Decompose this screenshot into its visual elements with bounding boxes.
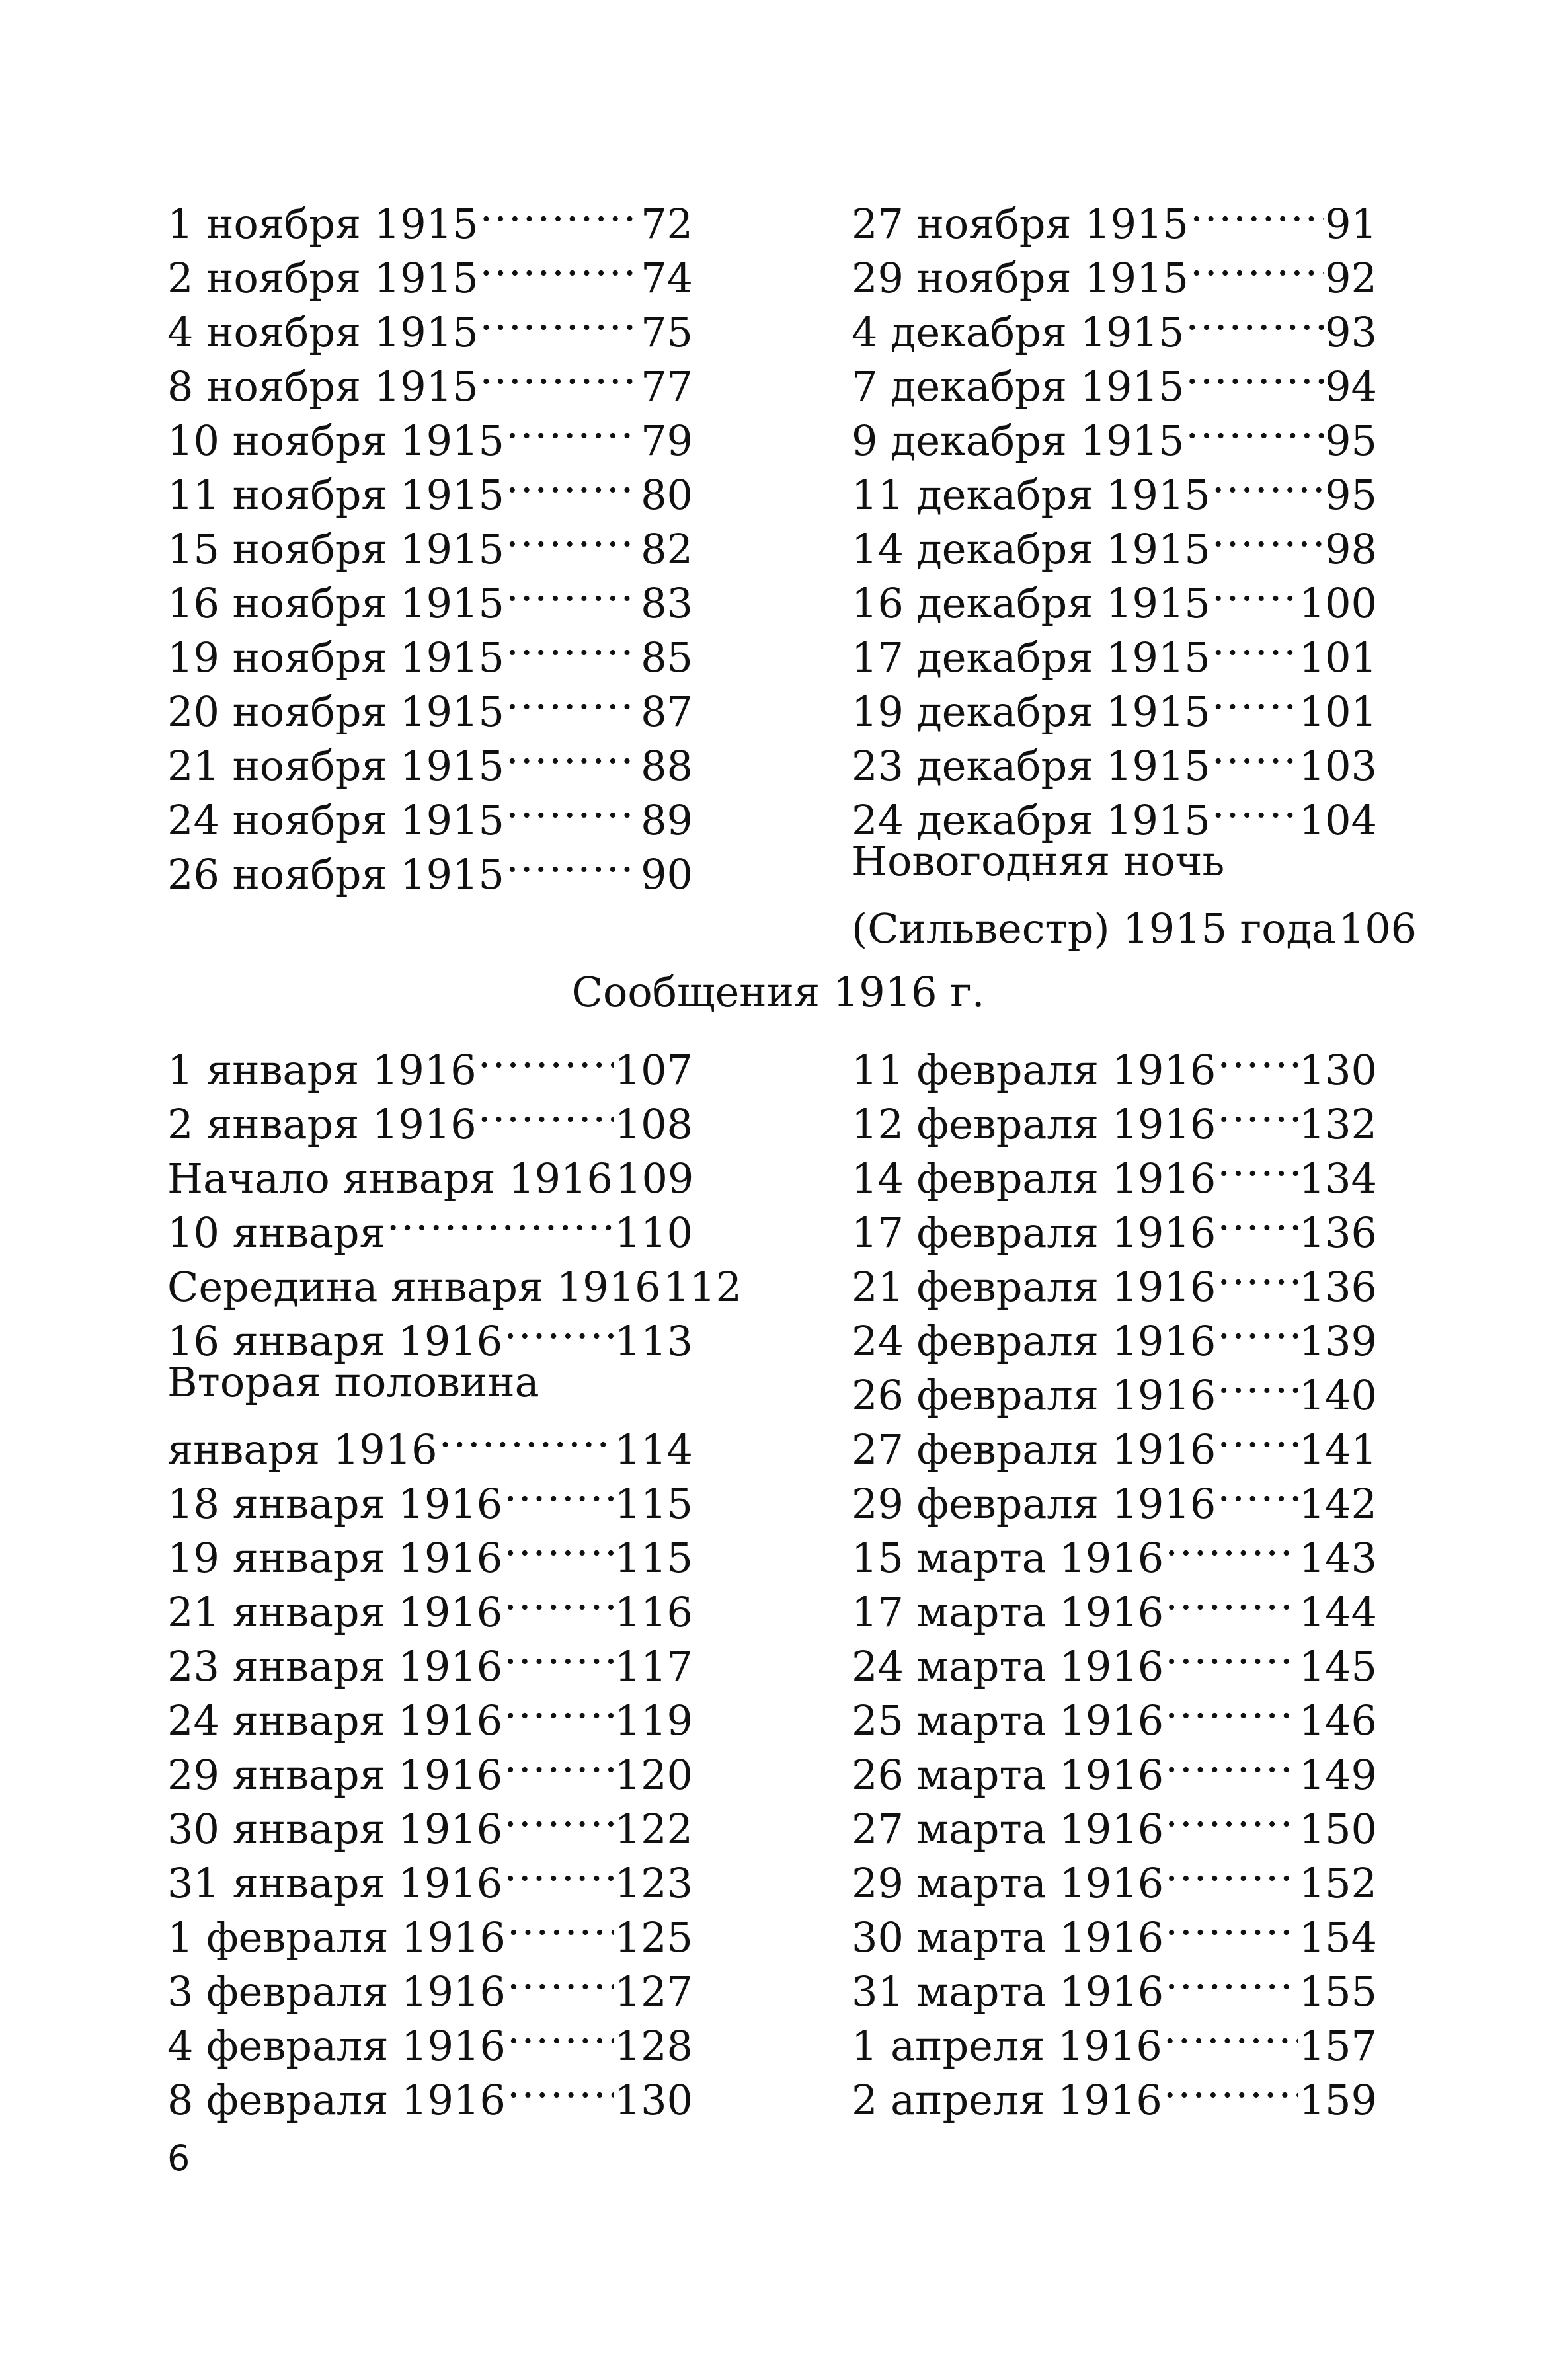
toc-entry-page: 139 xyxy=(1298,1317,1377,1365)
dot-leader xyxy=(1190,184,1324,238)
toc-entry-title: Начало января 1916 xyxy=(167,1154,614,1203)
toc-entry-title: 3 февраля 1916 xyxy=(167,1967,506,2016)
dot-leader xyxy=(506,617,639,672)
toc-entry[interactable] xyxy=(852,1030,1377,1094)
toc-entry-page: 136 xyxy=(1298,1209,1377,1257)
toc-entry-title: 31 марта 1916 xyxy=(852,1967,1164,2016)
toc-entry-page: 95 xyxy=(1325,416,1377,465)
toc-list xyxy=(167,1030,742,1365)
dot-leader xyxy=(1212,617,1298,672)
toc-entry-title: 14 декабря 1915 xyxy=(852,525,1210,573)
dot-leader xyxy=(1217,1193,1297,1247)
toc-entry-page: 122 xyxy=(614,1805,693,1853)
toc-entry-title: 24 ноября 1915 xyxy=(167,796,504,844)
toc-entry-page: 117 xyxy=(614,1642,693,1690)
dot-leader xyxy=(506,455,639,509)
toc-entry-page: 159 xyxy=(1298,2076,1377,2124)
page-number: 6 xyxy=(167,2137,190,2179)
toc-entry-title: 4 декабря 1915 xyxy=(852,308,1185,356)
toc-entry-page: 74 xyxy=(641,254,693,302)
toc-entry-page: 94 xyxy=(1325,362,1377,411)
toc-entry-title: января 1916 xyxy=(167,1425,438,1474)
dot-leader xyxy=(1217,1084,1297,1138)
toc-entry-title: 29 ноября 1915 xyxy=(852,254,1189,302)
section-heading xyxy=(0,965,1547,1019)
toc-entry-title: 24 марта 1916 xyxy=(852,1642,1164,1690)
toc-entry-title: 26 ноября 1915 xyxy=(167,850,504,898)
toc-entry-page: 140 xyxy=(1298,1371,1377,1419)
dot-leader xyxy=(1217,1247,1297,1301)
toc-entry-page: 128 xyxy=(614,2022,693,2070)
dot-leader xyxy=(1212,455,1324,509)
toc-entry-title: 30 января 1916 xyxy=(167,1805,503,1853)
toc-entry[interactable] xyxy=(852,889,1417,953)
dot-leader xyxy=(506,726,639,780)
toc-entry-title: 1 ноября 1915 xyxy=(167,200,479,248)
toc-entry-page: 155 xyxy=(1298,1967,1377,2016)
toc-entry-title: 29 февраля 1916 xyxy=(852,1480,1216,1528)
toc-column-1916-right xyxy=(852,1030,1377,2124)
toc-entry-title: 27 февраля 1916 xyxy=(852,1425,1216,1474)
dot-leader xyxy=(504,1464,613,1518)
toc-entry-title: 24 января 1916 xyxy=(167,1696,503,1745)
toc-entry-title: 16 ноября 1915 xyxy=(167,579,504,627)
toc-entry[interactable] xyxy=(167,1030,693,1094)
toc-entry-page: 101 xyxy=(1298,688,1377,736)
toc-entry-page: 144 xyxy=(1298,1588,1377,1636)
toc-entry-page: 152 xyxy=(1298,1859,1377,1907)
toc-entry-page: 150 xyxy=(1298,1805,1377,1853)
toc-entry-page: 149 xyxy=(1298,1751,1377,1799)
toc-entry-title: 12 февраля 1916 xyxy=(852,1100,1216,1148)
toc-entry-title: 19 ноября 1915 xyxy=(167,633,504,682)
dot-leader xyxy=(504,1789,613,1843)
toc-entry-title: 17 марта 1916 xyxy=(852,1588,1164,1636)
toc-entry-title: 11 февраля 1916 xyxy=(852,1046,1216,1094)
dot-leader xyxy=(480,238,640,292)
toc-entry-page: 125 xyxy=(614,1913,693,1962)
dot-leader xyxy=(1212,563,1298,617)
toc-entry-title: 29 марта 1916 xyxy=(852,1859,1164,1907)
toc-entry-title: 11 ноября 1915 xyxy=(167,471,504,519)
dot-leader xyxy=(1165,1897,1297,1952)
toc-entry-page: 107 xyxy=(614,1046,693,1094)
dot-leader xyxy=(1212,780,1298,834)
toc-entry-title: 2 января 1916 xyxy=(167,1100,477,1148)
dot-leader xyxy=(387,1193,614,1247)
toc-entry-title: Вторая половина xyxy=(167,1358,539,1406)
toc-entry-page: 136 xyxy=(1298,1263,1377,1311)
toc-entry-page: 113 xyxy=(614,1317,693,1365)
dot-leader xyxy=(1165,1952,1297,2006)
toc-entry-title: 10 января xyxy=(167,1209,385,1257)
toc-entry-page: 92 xyxy=(1325,254,1377,302)
toc-entry-page: 89 xyxy=(641,796,693,844)
dot-leader xyxy=(1217,1138,1297,1193)
toc-entry-page: 146 xyxy=(1298,1696,1377,1745)
toc-entry-page: 157 xyxy=(1298,2022,1377,2070)
toc-entry-page: 101 xyxy=(1298,633,1377,682)
toc-entry-page: 112 xyxy=(663,1263,742,1311)
toc-entry-page: 154 xyxy=(1298,1913,1377,1962)
toc-entry-page: 93 xyxy=(1325,308,1377,356)
dot-leader xyxy=(504,1681,613,1735)
toc-entry-title: 8 ноября 1915 xyxy=(167,362,479,411)
toc-entry-title: 7 декабря 1915 xyxy=(852,362,1185,411)
dot-leader xyxy=(1212,509,1324,563)
toc-entry-page: 90 xyxy=(641,850,693,898)
toc-entry-title: 20 ноября 1915 xyxy=(167,688,504,736)
dot-leader xyxy=(507,2006,614,2060)
toc-entry-page: 115 xyxy=(614,1534,693,1582)
toc-column-1916-left xyxy=(167,1030,742,2124)
dot-leader xyxy=(1185,346,1324,401)
toc-column-1915-left xyxy=(167,184,693,898)
dot-leader xyxy=(1217,1030,1297,1084)
toc-entry-title: 25 марта 1916 xyxy=(852,1696,1164,1745)
toc-entry-page: 85 xyxy=(641,633,693,682)
dot-leader xyxy=(504,1843,613,1897)
toc-entry-page: 114 xyxy=(614,1425,693,1474)
toc-list xyxy=(852,184,1377,844)
dot-leader xyxy=(506,834,639,889)
dot-leader xyxy=(507,2060,614,2114)
dot-leader xyxy=(506,780,639,834)
dot-leader xyxy=(507,1952,614,2006)
toc-entry-title: 23 января 1916 xyxy=(167,1642,503,1690)
dot-leader xyxy=(478,1030,614,1084)
toc-entry-page: 116 xyxy=(614,1588,693,1636)
dot-leader xyxy=(1165,1681,1297,1735)
toc-entry-title: 18 января 1916 xyxy=(167,1480,503,1528)
toc-entry-page: 100 xyxy=(1298,579,1377,627)
dot-leader xyxy=(506,672,639,726)
toc-entry-page: 130 xyxy=(614,2076,693,2124)
toc-entry-page: 142 xyxy=(1298,1480,1377,1528)
toc-entry-page: 134 xyxy=(1298,1154,1377,1203)
toc-entry-title: 9 декабря 1915 xyxy=(852,416,1185,465)
toc-entry-title: 1 апреля 1916 xyxy=(852,2022,1162,2070)
toc-column-1915-right xyxy=(852,184,1417,953)
toc-entry-title: 24 февраля 1916 xyxy=(852,1317,1216,1365)
toc-entry-title: 4 ноября 1915 xyxy=(167,308,479,356)
toc-entry-page: 123 xyxy=(614,1859,693,1907)
dot-leader xyxy=(1165,1735,1297,1789)
dot-leader xyxy=(506,401,639,455)
toc-entry-page: 115 xyxy=(614,1480,693,1528)
dot-leader xyxy=(1212,726,1298,780)
toc-entry-title: 26 марта 1916 xyxy=(852,1751,1164,1799)
toc-entry-title: 17 февраля 1916 xyxy=(852,1209,1216,1257)
dot-leader xyxy=(1164,2060,1298,2114)
section-heading-text: Сообщения 1916 г. xyxy=(571,968,985,1016)
toc-entry-page: 72 xyxy=(641,200,693,248)
toc-entry[interactable] xyxy=(167,184,693,248)
toc-entry-title: 14 февраля 1916 xyxy=(852,1154,1216,1203)
toc-entry-title: 24 декабря 1915 xyxy=(852,796,1210,844)
toc-entry-title: 21 февраля 1916 xyxy=(852,1263,1216,1311)
toc-entry-page: 79 xyxy=(641,416,693,465)
dot-leader xyxy=(1185,292,1324,346)
toc-entry-title: 17 декабря 1915 xyxy=(852,633,1210,682)
toc-entry-title: 4 февраля 1916 xyxy=(167,2022,506,2070)
toc-list xyxy=(167,1464,693,2124)
toc-entry-title: Середина января 1916 xyxy=(167,1263,661,1311)
dot-leader xyxy=(504,1626,613,1681)
toc-entry-title: 31 января 1916 xyxy=(167,1859,503,1907)
toc-entry-title: 19 декабря 1915 xyxy=(852,688,1210,736)
toc-entry-title: 23 декабря 1915 xyxy=(852,742,1210,790)
toc-entry-page: 104 xyxy=(1298,796,1377,844)
toc-entry-title: 29 января 1916 xyxy=(167,1751,503,1799)
dot-leader xyxy=(1165,1789,1297,1843)
toc-entry-title: 1 февраля 1916 xyxy=(167,1913,506,1962)
toc-entry-page: 110 xyxy=(614,1209,693,1257)
toc-entry-title: 21 января 1916 xyxy=(167,1588,503,1636)
toc-entry-title: 27 марта 1916 xyxy=(852,1805,1164,1853)
dot-leader xyxy=(1190,238,1324,292)
dot-leader xyxy=(1217,1301,1297,1355)
dot-leader xyxy=(504,1518,613,1572)
toc-entry-page: 106 xyxy=(1338,904,1417,953)
dot-leader xyxy=(480,346,640,401)
dot-leader xyxy=(1185,401,1324,455)
toc-entry-title: 2 ноября 1915 xyxy=(167,254,479,302)
toc-entry-page: 103 xyxy=(1298,742,1377,790)
toc-entry-page: 87 xyxy=(641,688,693,736)
toc-entry-title: 11 декабря 1915 xyxy=(852,471,1210,519)
toc-entry-page: 80 xyxy=(641,471,693,519)
toc-entry-title: 21 ноября 1915 xyxy=(167,742,504,790)
toc-entry-page: 82 xyxy=(641,525,693,573)
toc-entry-title: 1 января 1916 xyxy=(167,1046,477,1094)
dot-leader xyxy=(1212,672,1298,726)
dot-leader xyxy=(506,509,639,563)
dot-leader xyxy=(1165,1518,1297,1572)
toc-entry-page: 127 xyxy=(614,1967,693,2016)
toc-entry-title: 26 февраля 1916 xyxy=(852,1371,1216,1419)
toc-entry-page: 83 xyxy=(641,579,693,627)
toc-entry-page: 88 xyxy=(641,742,693,790)
toc-entry-page: 75 xyxy=(641,308,693,356)
dot-leader xyxy=(1165,1572,1297,1626)
toc-entry[interactable] xyxy=(852,184,1377,248)
toc-entry-title: 16 января 1916 xyxy=(167,1317,503,1365)
toc-entry-page: 119 xyxy=(614,1696,693,1745)
dot-leader xyxy=(478,1084,614,1138)
dot-leader xyxy=(504,1301,613,1355)
dot-leader xyxy=(1217,1464,1297,1518)
toc-entry-page: 108 xyxy=(614,1100,693,1148)
toc-entry-page: 143 xyxy=(1298,1534,1377,1582)
dot-leader xyxy=(1217,1355,1297,1409)
toc-entry-page: 91 xyxy=(1325,200,1377,248)
dot-leader xyxy=(507,1897,614,1952)
toc-entry-title: (Сильвестр) 1915 года xyxy=(852,904,1336,953)
dot-leader xyxy=(506,563,639,617)
toc-entry-title: 10 ноября 1915 xyxy=(167,416,504,465)
toc-entry-title: 2 апреля 1916 xyxy=(852,2076,1162,2124)
toc-entry-title: 30 марта 1916 xyxy=(852,1913,1164,1962)
dot-leader xyxy=(1164,2006,1298,2060)
toc-entry-title: 15 марта 1916 xyxy=(852,1534,1164,1582)
toc-entry-title: Новогодняя ночь xyxy=(852,837,1225,885)
toc-entry-title: 16 декабря 1915 xyxy=(852,579,1210,627)
toc-entry-page: 77 xyxy=(641,362,693,411)
dot-leader xyxy=(1165,1626,1297,1681)
toc-entry-page: 95 xyxy=(1325,471,1377,519)
dot-leader xyxy=(480,184,640,238)
toc-entry-page: 145 xyxy=(1298,1642,1377,1690)
toc-entry-page: 132 xyxy=(1298,1100,1377,1148)
toc-entry-page: 98 xyxy=(1325,525,1377,573)
dot-leader xyxy=(1217,1409,1297,1464)
dot-leader xyxy=(504,1572,613,1626)
toc-entry-page: 120 xyxy=(614,1751,693,1799)
dot-leader xyxy=(439,1409,614,1464)
toc-entry-page: 109 xyxy=(615,1154,694,1203)
dot-leader xyxy=(1165,1843,1297,1897)
dot-leader xyxy=(480,292,640,346)
toc-entry-page: 141 xyxy=(1298,1425,1377,1474)
toc-entry[interactable] xyxy=(167,1409,693,1474)
toc-entry-title: 27 ноября 1915 xyxy=(852,200,1189,248)
dot-leader xyxy=(504,1735,613,1789)
toc-entry-page: 130 xyxy=(1298,1046,1377,1094)
toc-entry-title: 19 января 1916 xyxy=(167,1534,503,1582)
toc-entry-title: 8 февраля 1916 xyxy=(167,2076,506,2124)
toc-entry-title: 15 ноября 1915 xyxy=(167,525,504,573)
